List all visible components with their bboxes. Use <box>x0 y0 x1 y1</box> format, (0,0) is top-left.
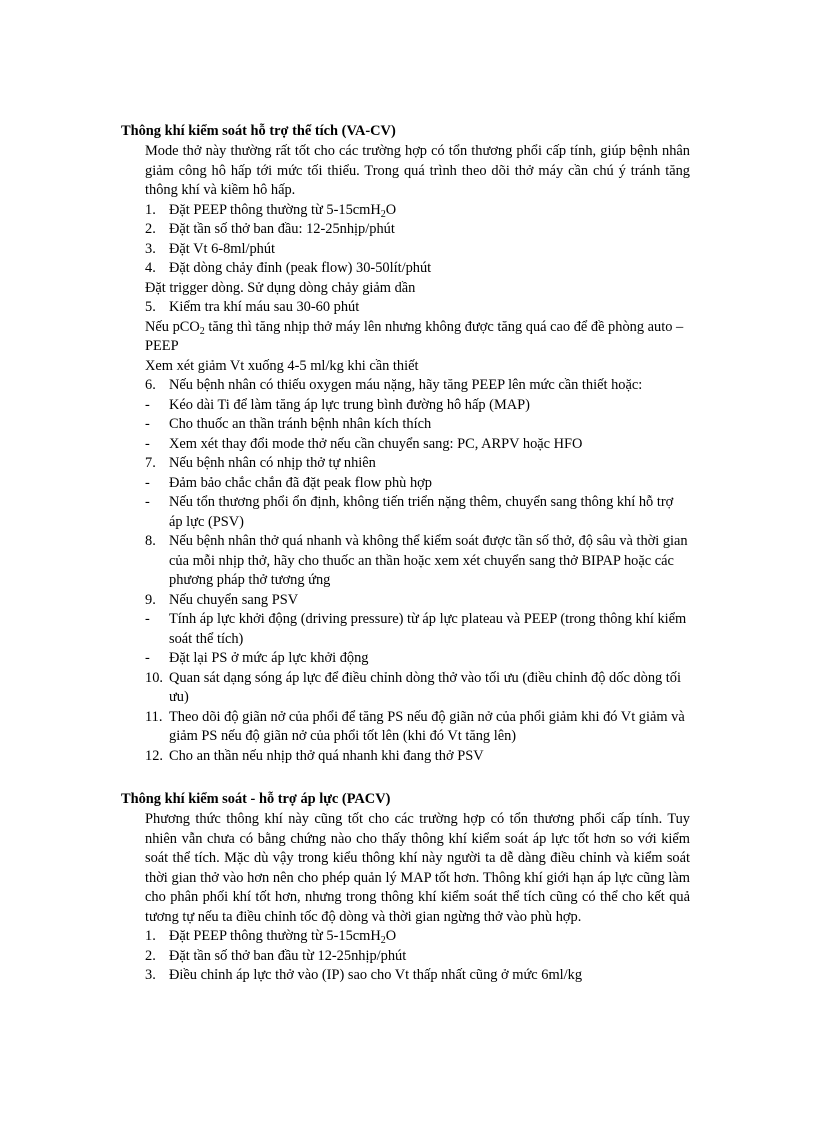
list-text: Đặt tần số thở ban đầu: 12-25nhịp/phút <box>169 221 395 237</box>
list-text-after: O <box>385 201 397 218</box>
subscript: 2 <box>380 208 386 220</box>
list-marker: 2. <box>145 221 156 237</box>
list-text: Đặt dòng chảy đỉnh (peak flow) 30-50lít/phút <box>169 260 432 276</box>
list-text: Xem xét thay đổi mode thở nếu cần chuyển sang: PC, ARPV hoặc HFO <box>169 435 583 452</box>
plain-line: Xem xét giảm Vt xuống 4-5 ml/kg khi cần thiết <box>145 357 419 374</box>
list-item <box>145 474 690 494</box>
list-marker: 10. <box>145 669 163 686</box>
list-marker: 9. <box>145 591 156 608</box>
list-marker: 12. <box>145 747 163 764</box>
subscript: 2 <box>380 935 386 946</box>
list-text: Đặt PEEP thông thường từ 5-15cmH <box>169 201 381 218</box>
list-item <box>145 669 690 708</box>
list-text: Đặt tần số thở ban đầu từ 12-25nhịp/phút <box>169 947 407 964</box>
list-marker: - <box>145 650 150 666</box>
list-text: Nếu tổn thương phổi ổn định, không tiến triển nặng thêm, chuyển sang thông khí hỗ trợ áp lực (PSV) <box>169 494 674 530</box>
list-text: Nếu bệnh nhân có nhịp thở tự nhiên <box>169 455 376 471</box>
list-marker: 1. <box>145 201 156 218</box>
list-text: Nếu bệnh nhân có thiếu oxygen máu nặng, hãy tăng PEEP lên mức cần thiết hoặc: <box>169 377 643 393</box>
list-item <box>145 435 690 455</box>
section-heading: Thông khí kiểm soát - hỗ trợ áp lực (PACV) <box>121 791 391 807</box>
list-text: Điều chỉnh áp lực thở vào (IP) sao cho Vt thấp nhất cũng ở mức 6ml/kg <box>169 967 583 983</box>
list-item <box>145 966 690 986</box>
list-marker: - <box>145 494 150 510</box>
section-body <box>145 810 690 986</box>
list-item <box>145 649 690 669</box>
list-item <box>145 415 690 435</box>
list-text: Nếu bệnh nhân thở quá nhanh và không thể kiểm soát được tần số thở, độ sâu và thời gian của mỗi nhịp thở, hãy cho thuốc an thần hoặc xem xét chuyển sang thở BIPAP hoặc các phương pháp thở tương ứng <box>169 533 688 588</box>
list-text: Nếu chuyển sang PSV <box>169 591 299 608</box>
subscript: 2 <box>199 325 205 337</box>
list-marker: 3. <box>145 240 156 257</box>
intro-paragraph: Mode thở này thường rất tốt cho các trường hợp có tổn thương phổi cấp tính, giúp bệnh nhân giảm công hô hấp tới mức tối thiểu. Trong quá trình theo dõi thở máy cần chú ý tránh tăng thông khí và kiềm hô hấp. <box>145 143 690 198</box>
list-item <box>145 298 690 318</box>
list-text: Theo dõi độ giãn nở của phổi để tăng PS nếu độ giãn nở của phổi giảm khi đó Vt giảm và giảm PS nếu độ giãn nở của phổi tốt lên (khi đó Vt tăng lên) <box>169 708 685 744</box>
list-item <box>145 747 690 767</box>
list-marker: 4. <box>145 260 156 276</box>
list-text: Đặt Vt 6-8ml/phút <box>169 240 276 257</box>
list-item <box>145 591 690 611</box>
list-marker: - <box>145 611 150 627</box>
list-text: Cho an thần nếu nhịp thở quá nhanh khi đang thở PSV <box>169 747 484 764</box>
list-text: Kiểm tra khí máu sau 30-60 phút <box>169 299 360 315</box>
list-marker: 5. <box>145 299 156 315</box>
list-item <box>145 259 690 279</box>
intro-paragraph: Phương thức thông khí này cũng tốt cho các trường hợp có tổn thương phổi cấp tính. Tuy nhiên vẫn chưa có bằng chứng nào cho thấy thông khí kiểm soát áp lực tốt hơn so với kiểm soát thể tích. Mặc dù vậy trong kiểu thông khí này người ta dễ dàng điều chỉnh và kiểm soát thời gian thở vào hơn nên cho phép quản lý MAP tốt hơn. Thông khí giới hạn áp lực cũng làm cho phân phối khí tốt hơn, nhưng trong thông khí kiểm soát thể tích cũng có thể cho kết quả tương tự nếu ta điều chỉnh tốc độ dòng và thời gian ngừng thở vào phù hợp. <box>145 811 690 925</box>
list-text: Đặt lại PS ở mức áp lực khởi động <box>169 650 369 666</box>
list-marker: 3. <box>145 967 156 983</box>
list-item <box>145 610 690 649</box>
list-marker: 8. <box>145 533 156 549</box>
list-marker: - <box>145 416 150 432</box>
list-item <box>145 927 690 947</box>
list-item <box>145 396 690 416</box>
list-marker: - <box>145 474 150 491</box>
list-text: Quan sát dạng sóng áp lực để điều chỉnh dòng thở vào tối ưu (điều chỉnh độ dốc dòng tối ưu) <box>169 669 681 705</box>
list-item <box>145 376 690 396</box>
section-heading: Thông khí kiểm soát hỗ trợ thể tích (VA-CV) <box>121 123 396 139</box>
list-marker: 11. <box>145 708 163 725</box>
list-item <box>145 708 690 747</box>
list-text-after: O <box>385 928 397 944</box>
list-item <box>145 240 690 260</box>
list-marker: - <box>145 396 150 413</box>
list-item <box>145 947 690 967</box>
list-text: Đặt PEEP thông thường từ 5-15cmH <box>169 928 381 944</box>
list-marker: 1. <box>145 928 156 944</box>
list-item <box>145 532 690 591</box>
list-item <box>145 454 690 474</box>
list-marker: 7. <box>145 455 156 471</box>
list-item <box>145 220 690 240</box>
list-text: Cho thuốc an thần tránh bệnh nhân kích thích <box>169 416 432 432</box>
list-marker: 2. <box>145 947 156 964</box>
list-text: Tính áp lực khởi động (driving pressure) từ áp lực plateau và PEEP (trong thông khí kiểm soát thể tích) <box>169 611 687 647</box>
list-text: Kéo dài Ti để làm tăng áp lực trung bình đường hô hấp (MAP) <box>169 396 530 413</box>
section-body <box>145 142 690 766</box>
list-marker: 6. <box>145 377 156 393</box>
plain-line: Đặt trigger dòng. Sử dụng dòng chảy giảm dần <box>145 279 416 296</box>
list-text: Đảm bảo chắc chắn đã đặt peak flow phù hợp <box>169 474 432 491</box>
list-item <box>145 493 690 532</box>
list-item <box>145 201 690 221</box>
plain-line: Nếu pCO$_2$ tăng thì tăng nhịp thở máy lên nhưng không được tăng quá cao để đề phòng auto – PEEP <box>145 318 684 354</box>
list-marker: - <box>145 435 150 452</box>
